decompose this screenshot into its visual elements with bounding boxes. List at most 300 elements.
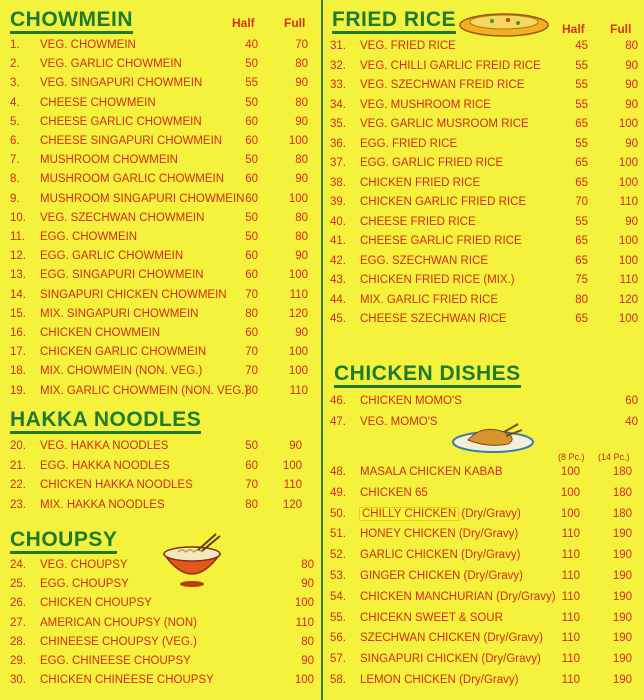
item-number: 33. (330, 79, 346, 91)
item-number: 24. (10, 559, 26, 571)
style-note: (Dry/Gravy) (483, 632, 543, 645)
menu-item (10, 382, 310, 401)
item-name: EGG. GARLIC FRIED RICE (360, 157, 504, 169)
fourteen-piece-price: 190 (612, 549, 632, 562)
menu-item (330, 505, 640, 524)
menu-item (330, 671, 640, 690)
item-name: EGG. HAKKA NOODLES (40, 459, 170, 472)
item-name: CHICKEN FRIED RICE (MIX.) (360, 274, 515, 286)
menu-item (10, 74, 310, 93)
item-name: VEG. GARLIC MUSROOM RICE (360, 118, 529, 130)
fourteen-piece-price: 180 (612, 466, 632, 478)
full-price: 100 (288, 346, 308, 359)
chicken-dish-icon (452, 418, 534, 454)
menu-item (10, 652, 314, 671)
item-name-text: GARLIC CHICKEN (360, 549, 458, 562)
item-number: 26. (10, 597, 26, 610)
menu-item (10, 209, 310, 228)
full-price: 100 (288, 192, 308, 205)
item-number: 19. (10, 384, 26, 397)
fourteen-piece-price: 190 (612, 674, 632, 686)
full-price: 100 (294, 674, 314, 687)
half-price: 50 (245, 58, 258, 71)
item-number: 49. (330, 486, 346, 499)
full-price: 90 (625, 215, 638, 228)
half-price: 55 (575, 59, 588, 72)
menu-item (330, 154, 638, 173)
item-number: 7. (10, 154, 20, 167)
fried-rice-plate-icon (458, 8, 550, 38)
full-price: 100 (282, 459, 302, 472)
full-price: 80 (301, 559, 314, 571)
item-name-text: SINGAPURI CHICKEN (360, 653, 479, 666)
menu-item (330, 57, 638, 76)
item-name (360, 525, 518, 544)
item-number: 46. (330, 395, 346, 407)
menu-item (10, 437, 310, 456)
item-name: MUSHROOM CHOWMEIN (40, 154, 178, 167)
style-note: (Dry/Gravy) (463, 570, 523, 582)
item-name: MIX. GARLIC CHOWMEIN (NON. VEG.) (40, 384, 249, 397)
item-name (360, 546, 520, 565)
full-price: 120 (288, 307, 308, 320)
rice-full-header: Full (610, 22, 632, 36)
menu-item (10, 36, 310, 55)
eight-piece-price: 110 (561, 549, 580, 562)
menu-item (10, 170, 310, 189)
item-number: 48. (330, 466, 346, 478)
half-price: 55 (575, 137, 588, 150)
item-number: 28. (10, 635, 26, 648)
full-price: 90 (301, 578, 314, 591)
item-name: VEG. MOMO'S (360, 416, 438, 428)
menu-item (330, 484, 640, 503)
full-price: 80 (295, 58, 308, 71)
menu-item (10, 556, 314, 575)
half-price: 60 (245, 192, 258, 205)
full-price: 80 (295, 96, 308, 109)
item-number: 42. (330, 254, 346, 267)
full-price: 90 (301, 655, 314, 667)
item-name: VEG. CHOWMEIN (40, 39, 136, 51)
half-price: 55 (575, 215, 588, 228)
menu-item (10, 594, 314, 613)
menu-item (10, 305, 310, 324)
item-number: 22. (10, 479, 26, 491)
item-name: MIX. HAKKA NOODLES (40, 498, 165, 511)
item-number: 6. (10, 135, 20, 147)
full-price: 100 (618, 157, 638, 169)
item-name: VEG. FRIED RICE (360, 40, 456, 52)
rice-half-header: Half (562, 22, 585, 36)
half-price: 55 (245, 77, 258, 90)
full-price: 110 (283, 479, 302, 491)
full-price: 40 (625, 416, 638, 428)
menu-item (330, 588, 640, 607)
half-price: 65 (575, 235, 588, 247)
full-price: 100 (618, 176, 638, 189)
item-number: 11. (10, 231, 26, 243)
highlighted-item-name: CHILLY CHICKEN (362, 507, 457, 520)
fourteen-piece-price: 180 (612, 486, 632, 499)
half-price: 65 (575, 313, 588, 325)
style-note: (Dry/Gravy) (461, 507, 521, 520)
item-name: MIX. CHOWMEIN (NON. VEG.) (40, 365, 203, 378)
half-price: 55 (575, 98, 588, 111)
item-number: 16. (10, 327, 26, 339)
eight-piece-price: 110 (561, 653, 580, 666)
menu-item (330, 629, 640, 648)
half-price: 80 (245, 307, 258, 320)
menu-item (330, 609, 640, 628)
item-name (360, 671, 518, 690)
full-price: 110 (289, 288, 308, 301)
menu-item (330, 37, 638, 56)
menu-item (10, 266, 310, 285)
menu-item (10, 286, 310, 305)
half-price: 70 (245, 365, 258, 378)
menu-item (10, 55, 310, 74)
item-name: CHICKEN CHINEESE CHOUPSY (40, 674, 214, 687)
item-name: CHINEESE CHOUPSY (VEG.) (40, 635, 197, 648)
item-number: 3. (10, 77, 20, 90)
chowmein-heading: CHOWMEIN (10, 8, 133, 32)
half-price: 60 (245, 459, 258, 472)
item-name: CHICKEN GARLIC CHOWMEIN (40, 346, 207, 359)
half-price: 65 (575, 118, 588, 130)
item-name: CHEESE FRIED RICE (360, 215, 476, 228)
eight-piece-price: 110 (561, 528, 580, 541)
menu-item (10, 575, 314, 594)
half-price: 50 (245, 440, 258, 452)
eight-piece-price: 110 (561, 611, 580, 624)
item-number: 45. (330, 313, 346, 325)
menu-item (10, 476, 310, 495)
item-name: MUSHROOM SINGAPURI CHOWMEIN (40, 192, 245, 205)
half-price: 65 (575, 157, 588, 169)
full-price: 80 (625, 40, 638, 52)
fourteen-piece-price: 190 (612, 653, 632, 666)
item-name: EGG. FRIED RICE (360, 137, 458, 150)
item-number: 2. (10, 58, 20, 71)
full-price: 90 (625, 137, 638, 150)
item-name: VEG. GARLIC CHOWMEIN (40, 58, 182, 71)
menu-item (330, 76, 638, 95)
full-price: 100 (618, 118, 638, 130)
item-number: 9. (10, 192, 20, 205)
half-price: 60 (245, 327, 258, 339)
menu-item (330, 567, 640, 586)
full-price: 90 (295, 115, 308, 128)
item-number: 14. (10, 288, 26, 301)
item-number: 35. (330, 118, 346, 130)
half-price: 70 (245, 479, 258, 491)
item-name-text: CHICKEN 65 (360, 486, 428, 499)
item-number: 4. (10, 96, 20, 109)
item-number: 25. (10, 578, 26, 591)
item-name: MIX. GARLIC FRIED RICE (360, 293, 499, 306)
item-name-text: MASALA CHICKEN KABAB (360, 466, 503, 478)
item-number: 38. (330, 176, 346, 189)
half-price: 70 (245, 288, 258, 301)
half-price: 60 (245, 173, 258, 186)
item-number: 52. (330, 549, 346, 562)
item-name: MIX. SINGAPURI CHOWMEIN (40, 307, 199, 320)
style-note: (Dry/Gravy) (481, 653, 541, 666)
item-name (360, 629, 543, 648)
full-price: 80 (295, 211, 308, 224)
item-name: CHICKEN CHOWMEIN (40, 327, 161, 339)
half-price: 60 (245, 115, 258, 128)
item-name: VEG. CHOUPSY (40, 559, 128, 571)
menu-item (330, 96, 638, 115)
style-note: (Dry/Gravy) (460, 549, 521, 562)
item-number: 32. (330, 59, 346, 72)
item-name: MUSHROOM GARLIC CHOWMEIN (40, 173, 224, 186)
full-price: 120 (282, 498, 302, 511)
half-header: Half (232, 16, 255, 30)
fourteen-piece-price: 190 (612, 570, 632, 582)
item-number: 55. (330, 611, 346, 624)
fourteen-piece-price: 180 (612, 507, 632, 520)
menu-item (10, 151, 310, 170)
menu-item (330, 310, 638, 329)
item-number: 20. (10, 440, 26, 452)
menu-item (10, 247, 310, 266)
item-name-text: LEMON CHICKEN (360, 674, 456, 686)
item-number: 36. (330, 137, 346, 150)
full-price: 80 (301, 635, 314, 648)
eight-piece-price: 100 (560, 507, 580, 520)
eight-piece-price: 100 (560, 486, 580, 499)
item-number: 40. (330, 215, 346, 228)
fourteen-piece-price: 190 (612, 528, 632, 541)
eight-piece-price: 110 (561, 674, 580, 686)
item-number: 21. (10, 459, 26, 472)
item-name (360, 567, 523, 586)
item-name (360, 505, 521, 524)
half-price: 60 (245, 135, 258, 147)
item-number: 13. (10, 269, 26, 282)
item-number: 50. (330, 507, 346, 520)
hakka-noodles-heading: HAKKA NOODLES (10, 408, 201, 432)
item-name: CHEESE GARLIC CHOWMEIN (40, 115, 202, 128)
full-price: 100 (288, 365, 308, 378)
menu-item (330, 213, 638, 232)
half-price: 80 (245, 384, 258, 397)
item-name-text: GINGER CHICKEN (360, 570, 461, 582)
item-name (360, 588, 556, 607)
item-name: CHEESE SINGAPURI CHOWMEIN (40, 135, 223, 147)
full-price: 90 (295, 173, 308, 186)
item-number: 34. (330, 98, 346, 111)
full-price: 100 (618, 235, 638, 247)
menu-item (330, 115, 638, 134)
item-name: VEG. CHILLI GARLIC FREID RICE (360, 59, 541, 72)
fourteen-piece-price: 190 (612, 611, 632, 624)
menu-item (10, 614, 314, 633)
menu-item (10, 633, 314, 652)
item-name: CHEESE SZECHWAN RICE (360, 313, 507, 325)
menu-item (10, 362, 310, 381)
item-name: CHEESE GARLIC FRIED RICE (360, 235, 522, 247)
menu-item (10, 94, 310, 113)
half-price: 80 (575, 293, 588, 306)
half-price: 55 (575, 79, 588, 91)
half-price: 50 (245, 154, 258, 167)
menu-item (10, 671, 314, 690)
full-price: 90 (295, 77, 308, 90)
item-name-text: CHICKEN MANCHURIAN (360, 590, 493, 603)
fried-rice-heading: FRIED RICE (332, 8, 456, 32)
menu-item (10, 132, 310, 151)
full-price: 70 (295, 39, 308, 51)
item-name: VEG. SZECHWAN FREID RICE (360, 79, 525, 91)
item-name: VEG. HAKKA NOODLES (40, 440, 169, 452)
full-price: 90 (625, 98, 638, 111)
menu-item (330, 525, 640, 544)
eight-piece-price: 110 (561, 570, 580, 582)
half-price: 65 (575, 254, 588, 267)
item-number: 44. (330, 293, 346, 306)
full-price: 90 (625, 79, 638, 91)
menu-item (10, 496, 310, 515)
half-price: 50 (245, 96, 258, 109)
item-name: AMERICAN CHOUPSY (NON) (40, 616, 197, 629)
menu-item (10, 324, 310, 343)
half-price: 40 (245, 39, 258, 51)
item-name: CHICKEN MOMO'S (360, 395, 462, 407)
full-price: 90 (295, 327, 308, 339)
full-price: 80 (295, 154, 308, 167)
full-price: 90 (289, 440, 302, 452)
fourteen-piece-price: 190 (612, 632, 632, 645)
item-number: 47. (330, 416, 346, 428)
half-price: 50 (245, 231, 258, 243)
full-price: 100 (618, 254, 638, 267)
item-number: 8. (10, 173, 20, 186)
style-note: (Dry/Gravy) (458, 528, 519, 541)
item-name: EGG. SINGAPURI CHOWMEIN (40, 269, 204, 282)
item-name-text: CHICEKN SWEET & SOUR (360, 611, 503, 624)
menu-item (10, 457, 310, 476)
item-name: CHICKEN FRIED RICE (360, 176, 481, 189)
item-name: EGG. CHOWMEIN (40, 231, 138, 243)
item-number: 31. (330, 40, 346, 52)
item-name-text: SZECHWAN CHICKEN (360, 632, 481, 645)
full-price: 60 (625, 395, 638, 407)
menu-item (330, 252, 638, 271)
menu-item (330, 193, 638, 212)
full-price: 120 (618, 293, 638, 306)
item-number: 54. (330, 590, 346, 603)
fourteen-piece-label: (14 Pc.) (598, 452, 630, 462)
chicken-dishes-heading: CHICKEN DISHES (334, 362, 521, 386)
item-number: 39. (330, 196, 346, 208)
half-price: 60 (245, 250, 258, 263)
item-number: 43. (330, 274, 346, 286)
half-price: 45 (575, 40, 588, 52)
menu-item (10, 343, 310, 362)
item-number: 15. (10, 307, 26, 320)
eight-piece-price: 110 (561, 590, 580, 603)
item-name: CHICKEN HAKKA NOODLES (40, 479, 193, 491)
half-price: 70 (575, 196, 588, 208)
item-number: 27. (10, 616, 26, 629)
item-name: EGG. CHINEESE CHOUPSY (40, 655, 191, 667)
item-name: SINGAPURI CHICKEN CHOWMEIN (40, 288, 227, 301)
item-number: 10. (10, 211, 26, 224)
menu-item (330, 463, 640, 482)
full-price: 90 (625, 59, 638, 72)
full-price: 100 (294, 597, 314, 610)
menu-item (330, 174, 638, 193)
full-price: 80 (295, 231, 308, 243)
item-number: 51. (330, 528, 346, 541)
item-name: VEG. MUSHROOM RICE (360, 98, 491, 111)
eight-piece-price: 110 (561, 632, 580, 645)
full-price: 100 (288, 135, 308, 147)
menu-item (10, 228, 310, 247)
item-number: 1. (10, 39, 20, 51)
item-number: 57. (330, 653, 346, 666)
eight-piece-label: (8 Pc.) (558, 452, 585, 462)
column-divider (321, 0, 323, 700)
menu-item (330, 135, 638, 154)
item-number: 23. (10, 498, 26, 511)
item-number: 18. (10, 365, 26, 378)
item-number: 58. (330, 674, 346, 686)
style-note: (Dry/Gravy) (459, 674, 519, 686)
item-name (360, 463, 503, 482)
menu-item (330, 392, 638, 411)
full-price: 110 (619, 196, 638, 208)
full-price: 90 (295, 250, 308, 263)
item-name: CHICKEN CHOUPSY (40, 597, 152, 610)
item-name (360, 650, 541, 669)
item-name (360, 484, 428, 503)
item-number: 12. (10, 250, 26, 263)
item-name: EGG. SZECHWAN RICE (360, 254, 488, 267)
item-number: 41. (330, 235, 346, 247)
full-price: 100 (288, 269, 308, 282)
menu-item (330, 291, 638, 310)
menu-item (10, 190, 310, 209)
item-name-text: HONEY CHICKEN (360, 528, 456, 541)
menu-item (10, 113, 310, 132)
full-price: 110 (619, 274, 638, 286)
full-header: Full (284, 16, 306, 30)
item-name: EGG. CHOUPSY (40, 578, 129, 591)
style-note: (Dry/Gravy) (496, 590, 556, 603)
item-number: 5. (10, 115, 20, 128)
full-price: 100 (618, 313, 638, 325)
item-name: VEG. SINGAPURI CHOWMEIN (40, 77, 203, 90)
full-price: 110 (295, 616, 314, 629)
menu-item (330, 546, 640, 565)
menu-item (330, 271, 638, 290)
item-number: 53. (330, 570, 346, 582)
half-price: 80 (245, 498, 258, 511)
item-name: CHICKEN GARLIC FRIED RICE (360, 196, 527, 208)
item-name: EGG. GARLIC CHOWMEIN (40, 250, 184, 263)
half-price: 60 (245, 269, 258, 282)
eight-piece-price: 100 (560, 466, 580, 478)
half-price: 75 (575, 274, 588, 286)
item-name: CHEESE CHOWMEIN (40, 96, 156, 109)
choupsy-heading: CHOUPSY (10, 528, 117, 552)
half-price: 65 (575, 176, 588, 189)
